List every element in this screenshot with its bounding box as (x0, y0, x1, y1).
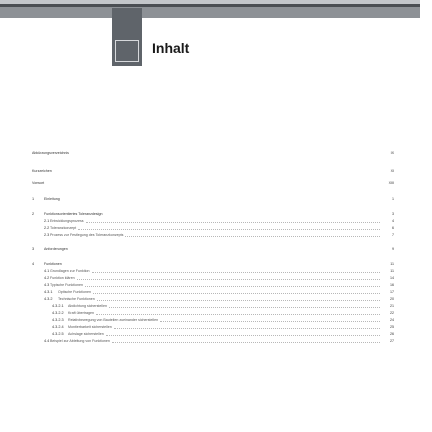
toc-entry-number: 4.3.1 (44, 290, 53, 294)
header-band-stripe (0, 4, 420, 7)
toc-entry-title: Abdichtung sicherstellen (68, 304, 107, 308)
toc-entry-page: IX (390, 151, 394, 155)
toc-entry-number: 2.3 (44, 233, 50, 237)
toc-entry-number: 4.3.2.1 (52, 304, 64, 308)
header-notch (0, 18, 10, 28)
toc-entry[interactable] (32, 198, 394, 203)
toc-entry-number: 2.2 (44, 226, 50, 230)
toc-entry[interactable] (32, 227, 394, 232)
toc-leader-dots (96, 314, 380, 315)
toc-entry-title: Technische Funktionen (58, 297, 95, 301)
toc-entry-title: Kurzzeichen (32, 169, 52, 173)
toc-entry[interactable] (32, 277, 394, 282)
toc-entry[interactable] (32, 319, 394, 324)
toc-entry-title: Prozess zur Festlegung des Toleranzkonzepts (50, 233, 124, 237)
toc-leader-dots (109, 307, 380, 308)
toc-entry-page: 25 (390, 325, 394, 329)
toc-entry-number: 4.3.2.2 (52, 311, 64, 315)
toc-entry-page: 20 (390, 297, 394, 301)
toc-entry-title: Grundlagen zur Funktion (50, 269, 90, 273)
toc-entry-page: XI (390, 169, 394, 173)
toc-entry-number: 4.3.2.5 (52, 332, 64, 336)
toc-entry-title: Beispiel zur Ableitung von Funktionen (50, 339, 110, 343)
toc-leader-dots (77, 279, 380, 280)
toc-leader-dots (160, 321, 380, 322)
toc-entry-page: 4 (392, 219, 394, 223)
toc-entry-title: Optische Funktionen (58, 290, 91, 294)
toc-entry[interactable] (32, 182, 394, 187)
toc-entry-title: Achslage sicherstellen (68, 332, 104, 336)
toc-entry[interactable] (32, 305, 394, 310)
toc-leader-dots (78, 229, 380, 230)
toc-entry-number: 4.4 (44, 339, 50, 343)
toc-entry[interactable] (32, 152, 394, 157)
toc-entry[interactable] (32, 340, 394, 345)
toc-entry-page: 6 (392, 226, 394, 230)
toc-entry[interactable] (32, 263, 394, 268)
toc-entry-title: Funktion klären (50, 276, 75, 280)
toc-entry[interactable] (32, 170, 394, 175)
toc-entry-number: 4.2 (44, 276, 50, 280)
toc-leader-dots (85, 286, 380, 287)
toc-entry-page: 11 (390, 262, 394, 266)
toc-leader-dots (92, 272, 380, 273)
toc-entry-number: 1 (32, 197, 35, 201)
toc-entry-number: 4.3.2.3 (52, 318, 64, 322)
toc-entry[interactable] (32, 220, 394, 225)
toc-entry[interactable] (32, 284, 394, 289)
toc-entry-number: 4 (32, 262, 35, 266)
toc-entry[interactable] (32, 234, 394, 239)
toc-entry-page: 16 (390, 283, 394, 287)
toc-entry-page: XIII (388, 181, 394, 185)
toc-entry-page: 22 (390, 311, 394, 315)
toc-entry-page: 24 (390, 318, 394, 322)
toc-leader-dots (106, 335, 380, 336)
toc-entry-page: 3 (392, 212, 394, 216)
toc-leader-dots (125, 236, 380, 237)
toc-entry-number: 3 (32, 247, 35, 251)
toc-entry-number: 4.3.2 (44, 297, 53, 301)
toc-entry-title: Relativbewegung von Bauteilen zueinander sicherstellen (68, 318, 159, 322)
toc-entry-number: 4.1 (44, 269, 50, 273)
toc-entry-title: Entwicklungsprozess (50, 219, 84, 223)
toc-entry-title: Vorwort (32, 181, 45, 185)
toc-entry-number: 2.1 (44, 219, 50, 223)
toc-entry[interactable] (32, 213, 394, 218)
toc-entry-number: 2 (32, 212, 35, 216)
toc-entry-number: 4.3.2.4 (52, 325, 64, 329)
toc-entry-page: 27 (390, 339, 394, 343)
toc-leader-dots (112, 342, 380, 343)
toc-leader-dots (114, 328, 380, 329)
toc-entry[interactable] (32, 248, 394, 253)
toc-entry-page: 14 (390, 276, 394, 280)
toc-entry-title: Kraft übertragen (68, 311, 94, 315)
toc-entry-page: 17 (390, 290, 394, 294)
toc-leader-dots (97, 300, 380, 301)
toc-entry-title: Toleranzkonzept (50, 226, 77, 230)
toc-entry[interactable] (32, 270, 394, 275)
toc-entry-title: Funktionen (44, 262, 62, 266)
toc-entry-page: 21 (390, 304, 394, 308)
toc-entry-title: Typische Funktionen (50, 283, 83, 287)
toc-entry[interactable] (32, 326, 394, 331)
toc-entry-page: 9 (392, 247, 394, 251)
toc-entry-title: Abkürzungsverzeichnis (32, 151, 69, 155)
toc-entry[interactable] (32, 312, 394, 317)
toc-entry-page: 11 (390, 269, 394, 273)
chapter-marker-frame (115, 40, 139, 62)
toc-entry-number: 4.3 (44, 283, 50, 287)
toc-entry-page: 26 (390, 332, 394, 336)
toc-entry-page: 1 (392, 197, 394, 201)
toc-entry-page: 7 (392, 233, 394, 237)
toc-entry-title: Funktionsorientiertes Toleranzdesign (44, 212, 103, 216)
toc-entry-title: Montierbarkeit sicherstellen (68, 325, 112, 329)
toc-entry[interactable] (32, 291, 394, 296)
page-title: Inhalt (152, 40, 190, 56)
toc-entry-title: Anforderungen (44, 247, 68, 251)
toc-entry[interactable] (32, 333, 394, 338)
toc-entry-title: Einleitung (44, 197, 60, 201)
toc-leader-dots (93, 293, 380, 294)
toc-leader-dots (86, 222, 380, 223)
toc-entry[interactable] (32, 298, 394, 303)
